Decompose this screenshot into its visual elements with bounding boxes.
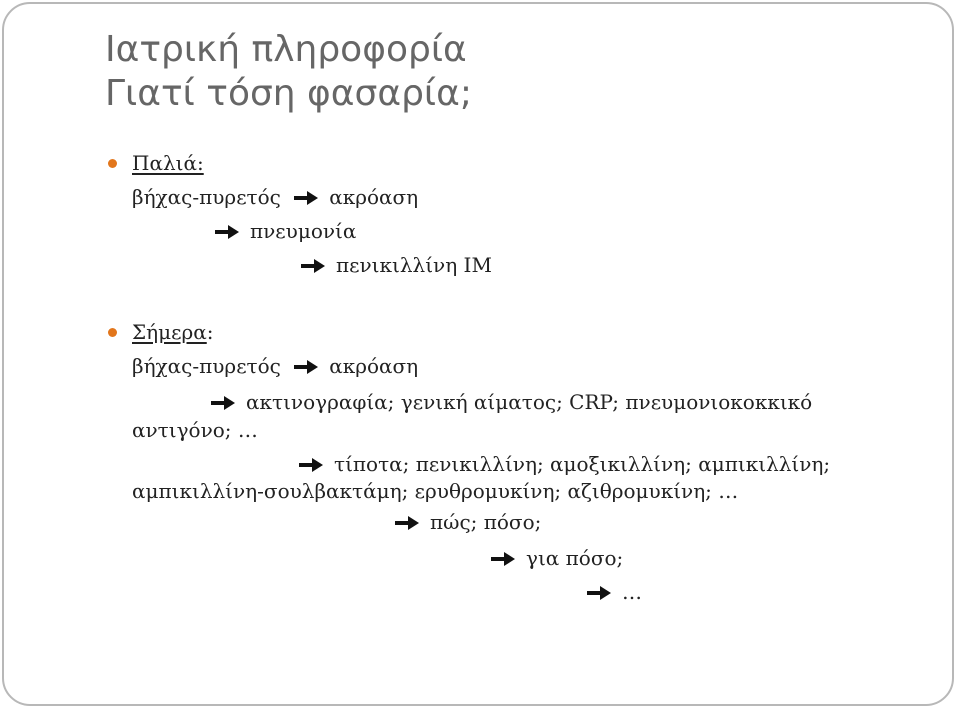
today-line-7 (490, 545, 623, 571)
title-line-2: Γιατί τόση φασαρία; (105, 73, 472, 114)
today-heading-colon: : (206, 320, 214, 344)
old-treatment: πενικιλλίνη ΙΜ (336, 253, 492, 277)
bullet-dot-icon (108, 328, 117, 337)
right-arrow-icon (300, 257, 326, 275)
old-heading-row (132, 150, 204, 176)
right-arrow-icon (210, 394, 236, 412)
old-exam: ακρόαση (329, 185, 419, 209)
today-heading: Σήμερα (132, 320, 207, 344)
right-arrow-icon (214, 223, 240, 241)
today-line-5 (132, 478, 738, 504)
today-line-6 (394, 509, 541, 535)
bullet-dot-icon (108, 159, 117, 168)
old-symptom: βήχας-πυρετός (132, 185, 281, 209)
today-symptom: βήχας-πυρετός (132, 354, 281, 378)
old-heading: Παλιά: (132, 151, 204, 175)
today-line-1 (132, 353, 418, 379)
old-line-3 (300, 252, 492, 278)
today-how-long: για πόσο; (526, 546, 624, 570)
today-tests-continued: αντιγόνο; … (132, 418, 258, 442)
right-arrow-icon (490, 550, 516, 568)
today-treatment-options: τίποτα; πενικιλλίνη; αμοξικιλλίνη; αμπικιλλίνη; (334, 452, 831, 476)
today-line-4 (298, 451, 830, 477)
old-diagnosis: πνευμονία (250, 219, 357, 243)
right-arrow-icon (394, 514, 420, 532)
title-line-1: Ιατρική πληροφορία (105, 29, 467, 70)
today-heading-row (132, 319, 214, 345)
today-exam: ακρόαση (329, 354, 419, 378)
old-line-2 (214, 218, 356, 244)
today-ellipsis: … (622, 580, 642, 604)
old-line-1 (132, 184, 418, 210)
today-line-3 (132, 417, 258, 443)
right-arrow-icon (586, 584, 612, 602)
today-treatment-options-continued: αμπικιλλίνη-σουλβακτάμη; ερυθρομυκίνη; αζιθρομυκίνη; … (132, 479, 739, 503)
today-tests: ακτινογραφία; γενική αίματος; CRP; πνευμονιοκοκκικό (246, 390, 813, 414)
today-line-8 (586, 579, 642, 605)
today-how-much: πώς; πόσο; (430, 510, 542, 534)
today-line-2 (210, 389, 812, 415)
right-arrow-icon (293, 189, 319, 207)
right-arrow-icon (293, 358, 319, 376)
right-arrow-icon (298, 456, 324, 474)
